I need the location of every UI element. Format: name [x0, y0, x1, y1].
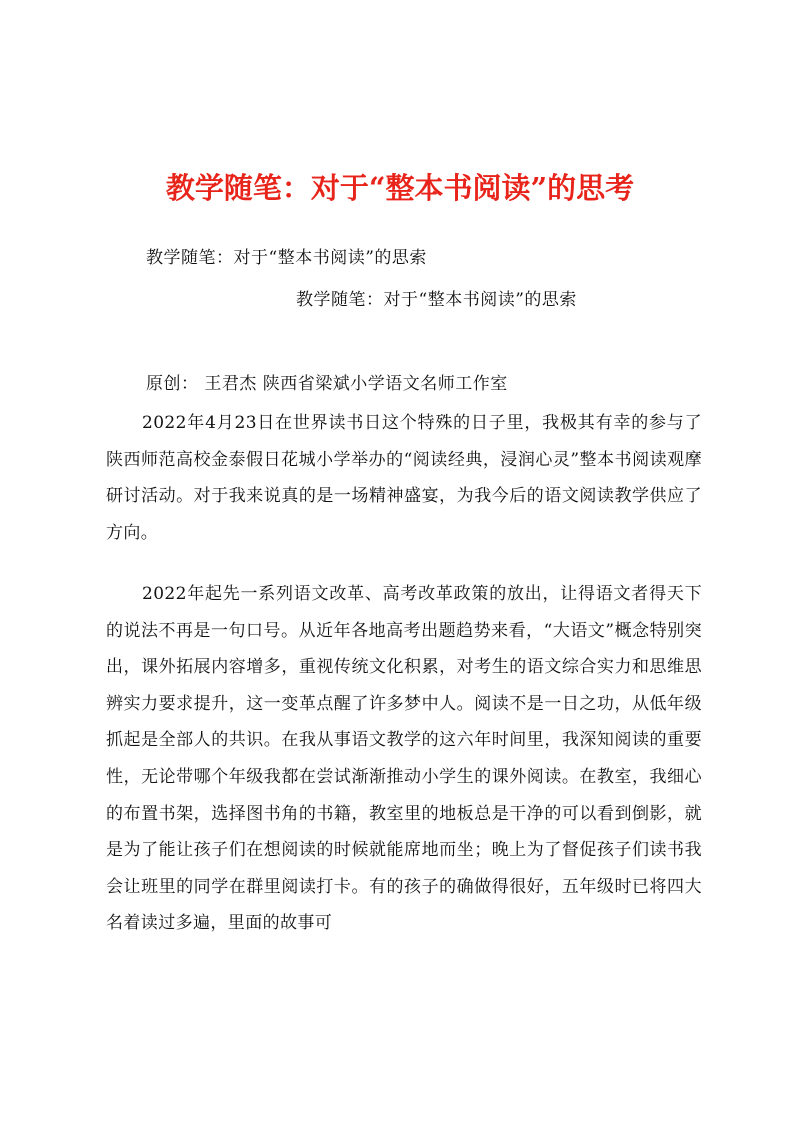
- paragraph-1: 2022年4月23日在世界读书日这个特殊的日子里，我极其有幸的参与了陕西师范高校金泰假日花城小学举办的“阅读经典，浸润心灵”整本书阅读观摩研讨活动。对于我来说真的是一场精神盛宴，为我今后的语文阅读教学供应了方向。: [106, 413, 702, 543]
- subtitle-line-2: 教学随笔：对于“整本书阅读”的思索: [296, 290, 577, 310]
- paragraph-2: 2022年起先一系列语文改革、高考改革政策的放出，让得语文者得天下的说法不再是一句口号。从近年各地高考出题趋势来看，“大语文”概念特别突出，课外拓展内容增多，重视传统文化积累，对考生的语文综合实力和思维思辨实力要求提升，这一变革点醒了许多梦中人。阅读不是一日之功，从低年级抓起是全部人的共识。在我从事语文教学的这六年时间里，我深知阅读的重要性，无论带哪个年级我都在尝试渐渐推动小学生的课外阅读。在教室，我细心的布置书架，选择图书角的书籍，教室里的地板总是干净的可以看到倒影，就是为了能让孩子们在想阅读的时候就能席地而坐；晚上为了督促孩子们读书我会让班里的同学在群里阅读打卡。有的孩子的确做得很好，五年级时已将四大名着读过多遍，里面的故事可: [106, 584, 702, 934]
- document-title: 教学随笔：对于“整本书阅读”的思考: [165, 171, 635, 205]
- subtitle-line-1: 教学随笔：对于“整本书阅读”的思索: [146, 248, 427, 268]
- author-line: 原创： 王君杰 陕西省梁斌小学语文名师工作室: [146, 374, 508, 394]
